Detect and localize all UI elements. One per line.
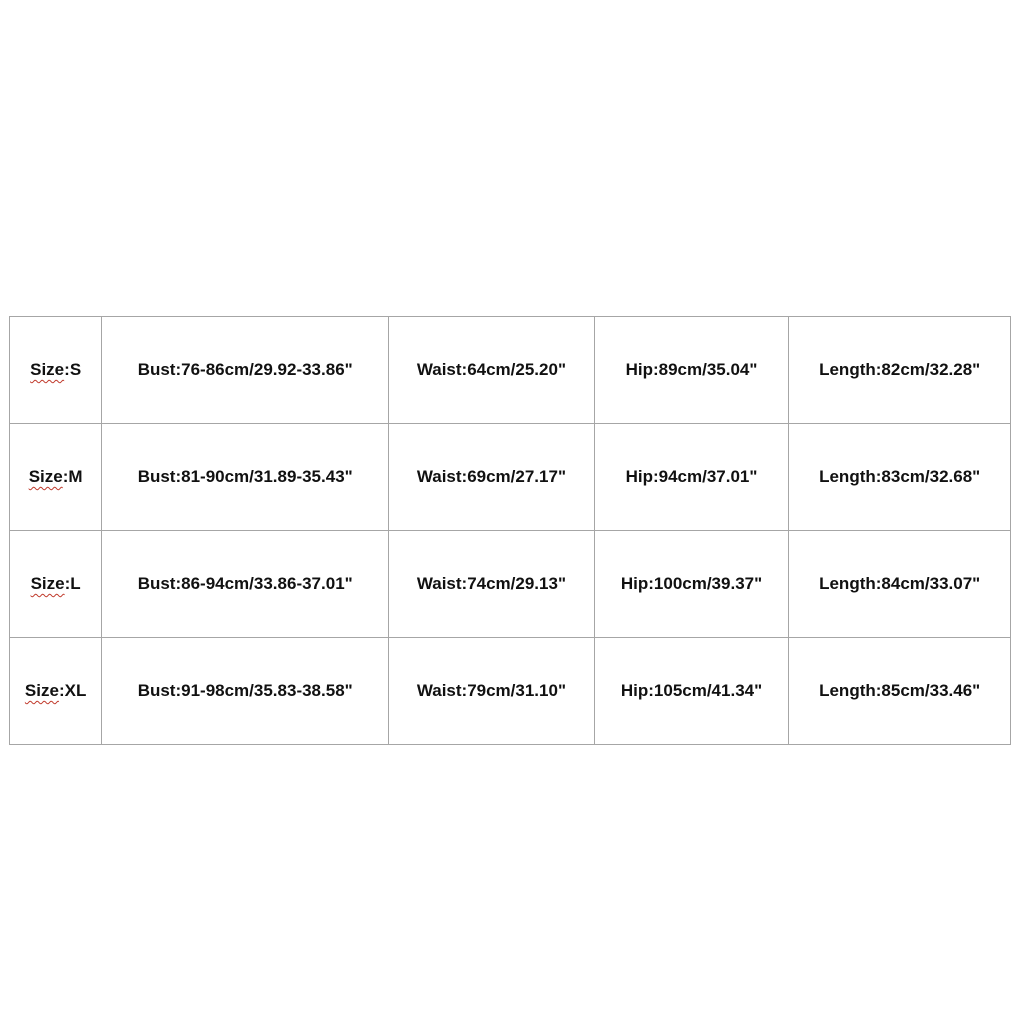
length-cell: Length:85cm/33.46": [789, 638, 1011, 745]
length-cell: Length:82cm/32.28": [789, 317, 1011, 424]
size-value: L: [70, 574, 81, 593]
size-label: Size: [30, 574, 65, 593]
length-cell: Length:84cm/33.07": [789, 531, 1011, 638]
bust-cell: Bust:81-90cm/31.89-35.43": [102, 424, 389, 531]
bust-cell: Bust:76-86cm/29.92-33.86": [102, 317, 389, 424]
size-value: S: [69, 360, 82, 379]
size-value: M: [68, 467, 83, 486]
table-row: [10, 424, 1011, 531]
bust-cell: Bust:86-94cm/33.86-37.01": [102, 531, 389, 638]
table-row: [10, 531, 1011, 638]
size-label: Size: [30, 360, 65, 379]
size-chart-table: [9, 316, 1011, 745]
hip-cell: Hip:89cm/35.04": [594, 317, 789, 424]
length-cell: Length:83cm/32.68": [789, 424, 1011, 531]
waist-cell: Waist:69cm/27.17": [389, 424, 595, 531]
size-label: Size: [24, 681, 59, 700]
size-cell: Size:M: [10, 424, 102, 531]
table-row: [10, 638, 1011, 745]
table-row: [10, 317, 1011, 424]
size-label: Size: [28, 467, 63, 486]
hip-cell: Hip:100cm/39.37": [594, 531, 789, 638]
waist-cell: Waist:64cm/25.20": [389, 317, 595, 424]
size-cell: Size:S: [10, 317, 102, 424]
size-cell: Size:L: [10, 531, 102, 638]
hip-cell: Hip:105cm/41.34": [594, 638, 789, 745]
size-cell: Size:XL: [10, 638, 102, 745]
hip-cell: Hip:94cm/37.01": [594, 424, 789, 531]
size-value: XL: [64, 681, 87, 700]
waist-cell: Waist:74cm/29.13": [389, 531, 595, 638]
waist-cell: Waist:79cm/31.10": [389, 638, 595, 745]
bust-cell: Bust:91-98cm/35.83-38.58": [102, 638, 389, 745]
